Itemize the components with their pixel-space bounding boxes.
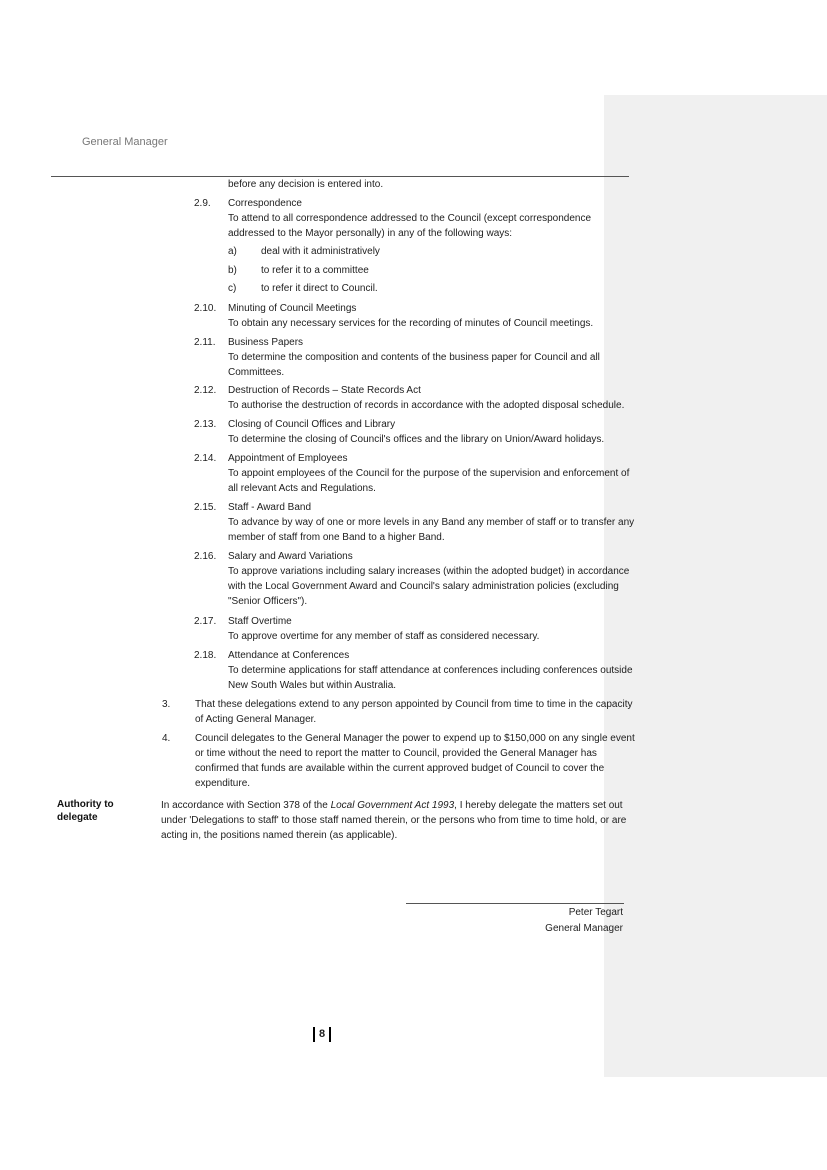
item-heading: Destruction of Records – State Records Act bbox=[228, 385, 421, 396]
page-number-bar bbox=[329, 1027, 331, 1042]
authority-line-text: In accordance with Section 378 of the bbox=[161, 800, 331, 811]
item-line: To approve overtime for any member of staff as considered necessary. bbox=[228, 631, 540, 642]
signature-line bbox=[406, 903, 624, 904]
item-line: To attend to all correspondence addressed to the Council (except correspondence bbox=[228, 213, 592, 224]
item-number: 3. bbox=[162, 699, 171, 710]
item-number: 2.12. bbox=[194, 385, 217, 396]
item-line: addressed to the Mayor personally) in any of the following ways: bbox=[228, 228, 513, 239]
item-line: expenditure. bbox=[195, 778, 251, 789]
item-line: of Acting General Manager. bbox=[195, 714, 317, 725]
item-heading: Attendance at Conferences bbox=[228, 650, 350, 661]
item-line: Council delegates to the General Manager the power to expend up to $150,000 on any single event bbox=[195, 733, 635, 744]
page-number bbox=[309, 1026, 335, 1043]
item-line: To authorise the destruction of records in accordance with the adopted disposal schedule. bbox=[228, 400, 625, 411]
item-heading: Closing of Council Offices and Library bbox=[228, 419, 396, 430]
item-heading: Correspondence bbox=[228, 198, 302, 209]
item-number: 4. bbox=[162, 733, 171, 744]
item-line: To advance by way of one or more levels in any Band any member of staff or to transfer any bbox=[228, 517, 635, 528]
item-number: 2.16. bbox=[194, 551, 217, 562]
item-line: all relevant Acts and Regulations. bbox=[228, 483, 376, 494]
item-line: confirmed that funds are available within the current approved budget of Council to cover the bbox=[195, 763, 605, 774]
authority-line-text: , I hereby delegate the matters set out bbox=[454, 800, 623, 811]
sub-item-letter: b) bbox=[228, 265, 237, 276]
authority-label bbox=[57, 798, 114, 824]
sub-item-letter: c) bbox=[228, 283, 237, 294]
signatory-title: General Manager bbox=[545, 923, 623, 934]
item-line: To appoint employees of the Council for the purpose of the supervision and enforcement of bbox=[228, 468, 630, 479]
item-line: "Senior Officers"). bbox=[228, 596, 308, 607]
item-line: with the Local Government Award and Council's salary administration policies (excluding bbox=[228, 581, 619, 592]
authority-label-line: Authority to bbox=[57, 799, 114, 810]
item-number: 2.11. bbox=[194, 337, 216, 348]
item-heading: Minuting of Council Meetings bbox=[228, 303, 357, 314]
sub-item-text: to refer it direct to Council. bbox=[261, 283, 378, 294]
authority-label-line: delegate bbox=[57, 812, 98, 823]
act-name: Local Government Act 1993 bbox=[330, 800, 455, 811]
item-heading: Salary and Award Variations bbox=[228, 551, 353, 562]
item-number: 2.13. bbox=[194, 419, 217, 430]
item-line: New South Wales but within Australia. bbox=[228, 680, 397, 691]
authority-line bbox=[161, 798, 626, 813]
item-line: That these delegations extend to any person appointed by Council from time to time in the capacity bbox=[195, 699, 633, 710]
authority-line: under 'Delegations to staff' to those staff named therein, or the persons who from time to time hold, or are bbox=[161, 815, 627, 826]
item-number: 2.14. bbox=[194, 453, 217, 464]
continuation-text: before any decision is entered into. bbox=[228, 179, 384, 190]
item-heading: Appointment of Employees bbox=[228, 453, 348, 464]
item-heading: Business Papers bbox=[228, 337, 304, 348]
item-number: 2.10. bbox=[194, 303, 217, 314]
item-line: To obtain any necessary services for the recording of minutes of Council meetings. bbox=[228, 318, 594, 329]
item-line: To approve variations including salary increases (within the adopted budget) in accordance bbox=[228, 566, 630, 577]
page-number-value: 8 bbox=[319, 1028, 326, 1040]
signatory-name: Peter Tegart bbox=[568, 907, 623, 918]
sub-item-letter: a) bbox=[228, 246, 237, 257]
item-line: Committees. bbox=[228, 367, 285, 378]
item-line: or time without the need to report the matter to Council, provided the General Manager has bbox=[195, 748, 597, 759]
item-number: 2.17. bbox=[194, 616, 217, 627]
sub-item-text: deal with it administratively bbox=[261, 246, 380, 257]
authority-line: acting in, the positions named therein (as applicable). bbox=[161, 830, 398, 841]
authority-paragraph bbox=[161, 798, 626, 843]
page-header: General Manager bbox=[82, 136, 168, 148]
item-number: 2.18. bbox=[194, 650, 217, 661]
item-line: To determine applications for staff attendance at conferences including conferences outside bbox=[228, 665, 633, 676]
page-number-bar bbox=[313, 1027, 315, 1042]
item-heading: Staff - Award Band bbox=[228, 502, 312, 513]
item-line: To determine the closing of Council's offices and the library on Union/Award holidays. bbox=[228, 434, 605, 445]
item-number: 2.15. bbox=[194, 502, 217, 513]
item-number: 2.9. bbox=[194, 198, 211, 209]
sub-item-text: to refer it to a committee bbox=[261, 265, 369, 276]
comment-pane bbox=[604, 95, 827, 1077]
item-line: To determine the composition and contents of the business paper for Council and all bbox=[228, 352, 600, 363]
item-line: member of staff from one Band to a higher Band. bbox=[228, 532, 445, 543]
item-heading: Staff Overtime bbox=[228, 616, 292, 627]
